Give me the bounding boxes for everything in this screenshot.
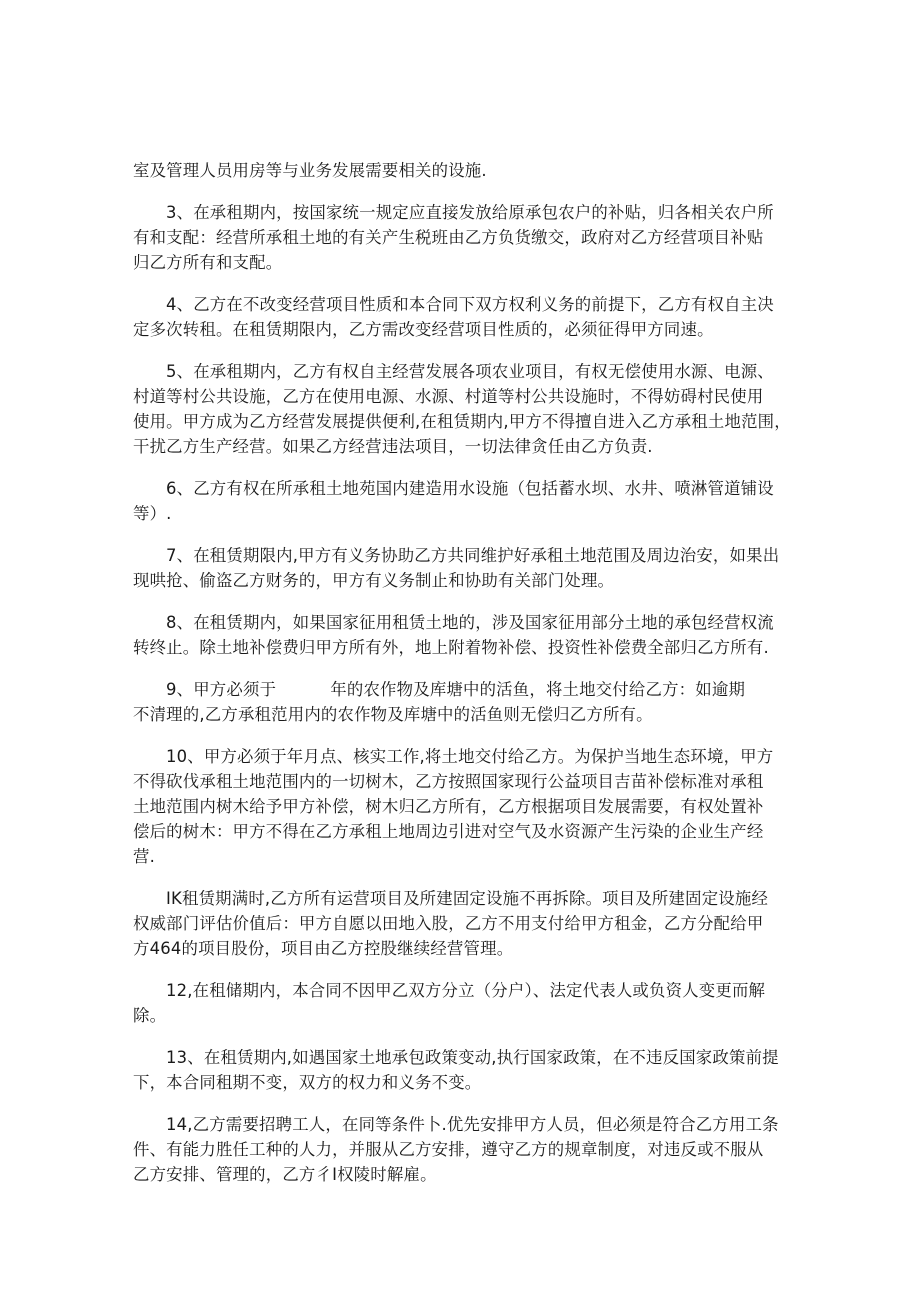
text-line: 下，本合同租期不变，双方的权力和义务不变。	[133, 1073, 482, 1092]
text-line: 方464的项目股份，项目由乙方控股继续经营管理。	[133, 939, 514, 958]
text-line: 乙方安排、管理的，乙方彳I权陵时解雇。	[133, 1165, 437, 1184]
text-line: 9、甲方必须于 年的农作物及库塘中的活鱼，将土地交付给乙方：如逾期	[166, 680, 746, 699]
clause-7	[133, 543, 793, 593]
text-line: 4、乙方在不改变经营项目性质和本合同下双方权利义务的前提下，乙方有权自主决	[166, 295, 774, 314]
text-line: 等）.	[133, 504, 172, 523]
text-line: 干扰乙方生产经营。如果乙方经营违法项目，一切法律贪任由乙方负责.	[133, 437, 653, 456]
text-line: 转终止。除土地补偿费归甲方所有外，地上附着物补偿、投资性补偿费全部归乙方所有.	[133, 638, 769, 657]
text-line: 3、在承租期内，按国家统一规定应直接发放给原承包农户的补贴，归各相关农户所	[166, 203, 774, 222]
text-line: 8、在租赁期内，如果国家征用租赁土地的，涉及国家征用部分土地的承包经营权流	[166, 613, 774, 632]
text-line: 权威部门评估价值后：甲方自愿以田地入股，乙方不用支付给甲方租金，乙方分配给甲	[133, 914, 764, 933]
clause-10	[133, 744, 793, 869]
text-line: 使用。甲方成为乙方经营发展提供便利,在租赁期内,甲方不得擅自进入乙方承租土地范围，	[133, 412, 791, 431]
text-line: 12,在租储期内，本合同不因甲乙双方分立（分户）、法定代表人或负资人变更而解	[166, 981, 766, 1000]
text-line: 营.	[133, 847, 156, 866]
text-line: IK租赁期满时,乙方所有运营项目及所建固定设施不再拆除。项目及所建固定设施经	[166, 889, 769, 908]
text-line: 有和支配：经营所承租土地的有关产生税班由乙方负货缴交，政府对乙方经营项目补贴	[133, 228, 764, 247]
text-line: 6、乙方有权在所承租土地苑国内建造用水设施（包括蓄水坝、水井、喷淋管道铺设	[166, 479, 774, 498]
text-line: 室及管理人员用房等与业务发展需要相关的设施.	[133, 161, 487, 180]
clause-14	[133, 1112, 793, 1187]
text-line: 现哄抢、偷盗乙方财务的，甲方有义务制止和协助有关部门处理。	[133, 571, 615, 590]
text-line: 件、有能力胜任工种的人力，并服从乙方安排，遵守乙方的规章制度，对违反或不服从	[133, 1140, 764, 1159]
document-page	[133, 158, 793, 1204]
clause-4	[133, 292, 793, 342]
text-line: 土地范围内树木给予甲方补偿，树木归乙方所有，乙方根据项目发展需要，有权处置补	[133, 797, 764, 816]
text-line: 除。	[133, 1006, 167, 1025]
text-line: 定多次转租。在租赁期限内，乙方需改变经营项目性质的，必须征得甲方同速。	[133, 320, 714, 339]
clause-13	[133, 1045, 793, 1095]
text-line: 偿后的树木：甲方不得在乙方承租上地周边引进对空气及水资源产生污染的企业生产经	[133, 822, 764, 841]
text-line: 村道等村公共设施，乙方在使用电源、水源、村道等村公共设施时，不得妨碍村民使用	[133, 387, 764, 406]
text-line: 13、在租赁期内,如遇国家土地承包政策变动,执行国家政策，在不违反国家政策前提	[166, 1048, 779, 1067]
text-line: 10、甲方必须于年月点、核实工作,将土地交付给乙方。为保护当地生态环境，甲方	[166, 747, 774, 766]
clause-11	[133, 886, 793, 961]
clause-5	[133, 359, 793, 459]
text-line: 不清理的,乙方承租范用内的农作物及库塘中的活鱼则无偿归乙方所有。	[133, 705, 653, 724]
clause-12	[133, 978, 793, 1028]
clause-8	[133, 610, 793, 660]
text-line: 7、在租赁期限内,甲方有义务协助乙方共同维护好承租土地范围及周边治安，如果出	[166, 546, 780, 565]
text-line: 14,乙方需要招聘工人，在同等条件卜.优先安排甲方人员，但必须是符合乙方用工条	[166, 1115, 779, 1134]
clause-6	[133, 476, 793, 526]
clause-9	[133, 677, 793, 727]
paragraph-continuation	[133, 158, 793, 183]
text-line: 不得砍伐承租土地范围内的一切树木，乙方按照国家现行公益项目吉苗补偿标准对承租	[133, 772, 764, 791]
text-line: 归乙方所有和支配。	[133, 253, 283, 272]
text-line: 5、在承租期内，乙方有权自主经营发展各项农业项目，有权无偿使用水源、电源、	[166, 362, 774, 381]
clause-3	[133, 200, 793, 275]
